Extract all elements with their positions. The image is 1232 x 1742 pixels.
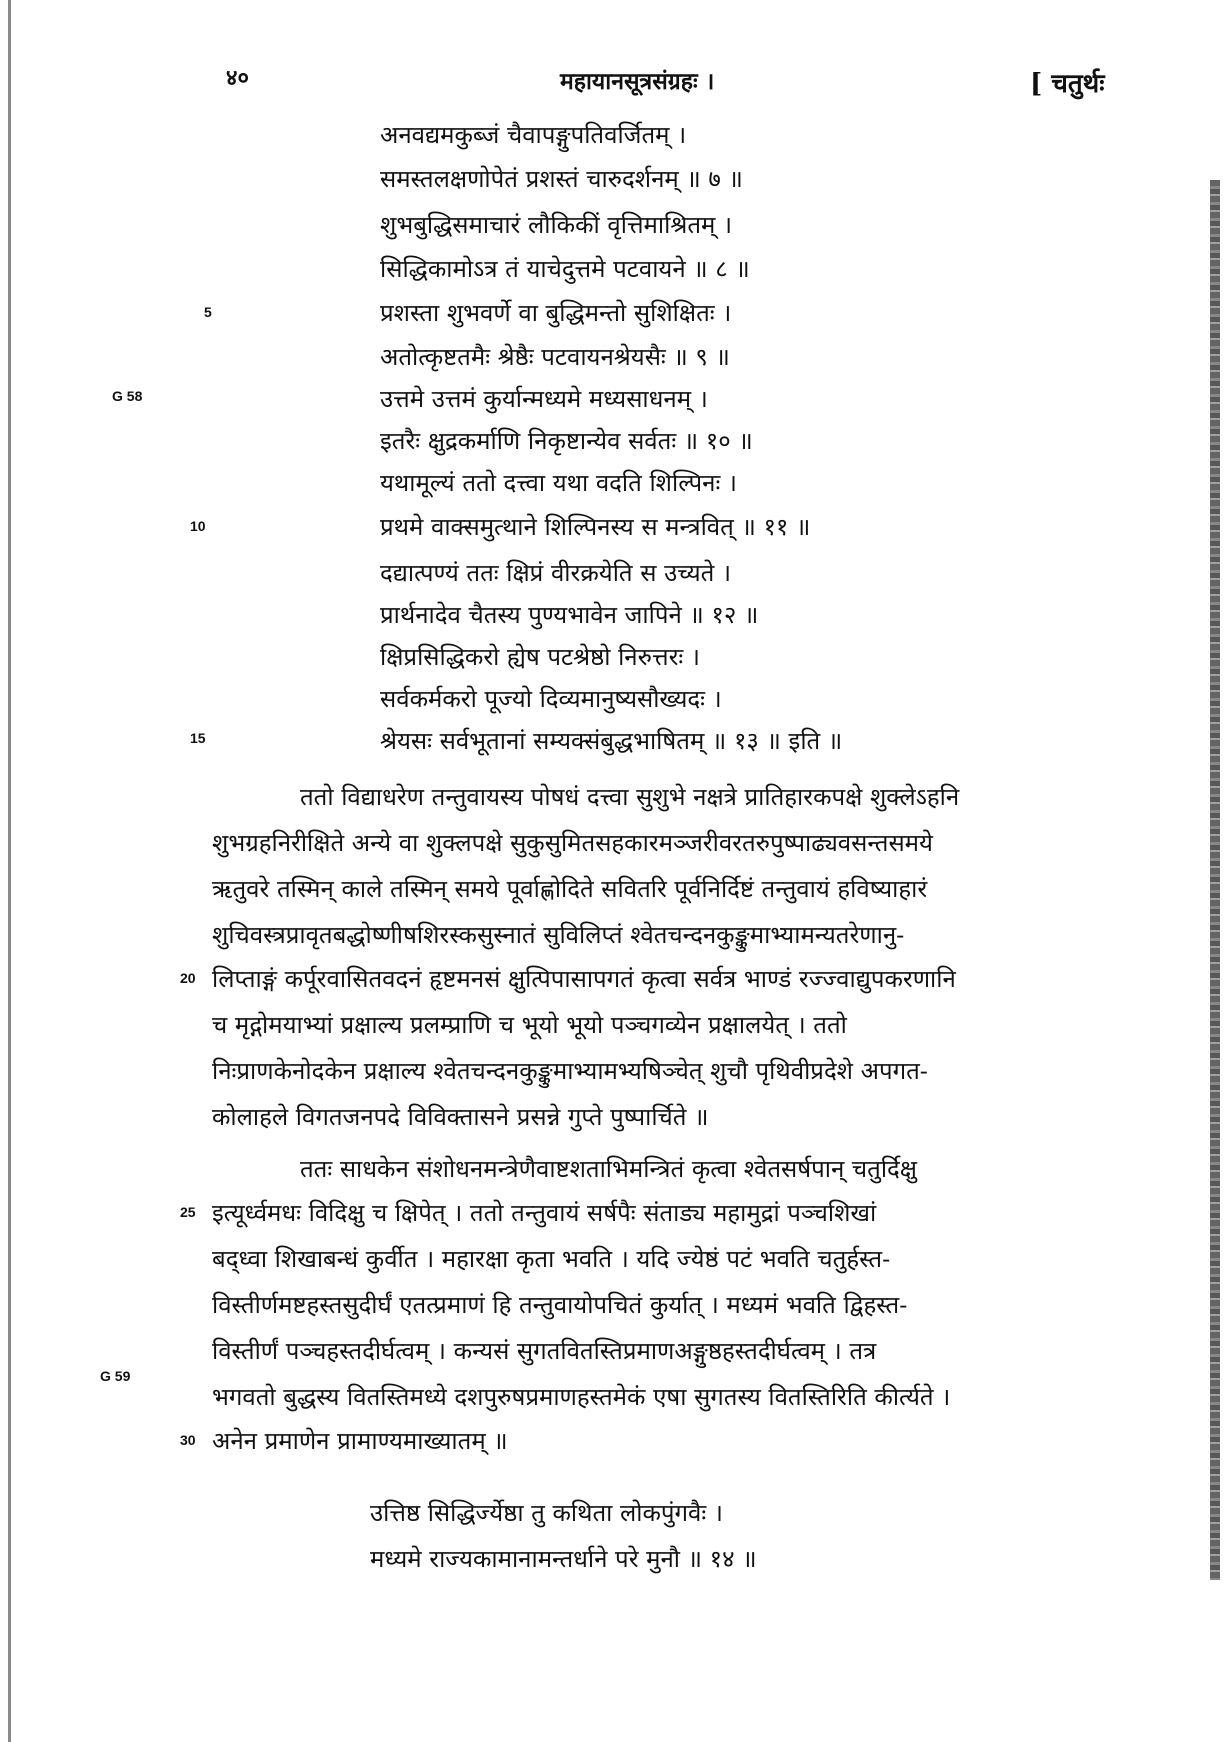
verse-line: मध्यमे राज्यकामानामन्तर्धाने परे मुनौ ॥ १४ ॥ bbox=[370, 1545, 757, 1573]
margin-reference: G 59 bbox=[100, 1368, 131, 1384]
verse-line: दद्यात्पण्यं ततः क्षिप्रं वीरक्रयेति स उच्यते । bbox=[380, 559, 732, 587]
line-number: 15 bbox=[190, 730, 206, 746]
verse-line: यथामूल्यं ततो दत्त्वा यथा वदति शिल्पिनः । bbox=[380, 469, 738, 497]
verse-line: उत्तिष्ठ सिद्धिर्ज्येष्ठा तु कथिता लोकपुंगवैः । bbox=[370, 1499, 723, 1527]
prose-line: बद्ध्वा शिखाबन्धं कुर्वीत । महारक्षा कृता भवति । यदि ज्येष्ठं पटं भवति चतुर्हस्त- bbox=[212, 1245, 891, 1273]
prose-line: भगवतो बुद्धस्य वितस्तिमध्ये दशपुरुषप्रमाणहस्तमेकं एषा सुगतस्य वितस्तिरिति कीर्त्यते । bbox=[212, 1383, 951, 1411]
page-edge-left bbox=[8, 0, 11, 1742]
verse-line: प्रथमे वाक्समुत्थाने शिल्पिनस्य स मन्त्रवित् ॥ ११ ॥ bbox=[380, 513, 811, 541]
prose-line: विस्तीर्णं पञ्चहस्तदीर्घत्वम् । कन्यसं सुगतवितस्तिप्रमाणअङ्गुष्ठहस्तदीर्घत्वम् । तत्र bbox=[212, 1337, 877, 1365]
verse-line: सर्वकर्मकरो पूज्यो दिव्यमानुष्यसौख्यदः । bbox=[380, 685, 722, 713]
verse-line: अतोत्कृष्टतमैः श्रेष्ठैः पटवायनश्रेयसैः ॥ ९ ॥ bbox=[380, 343, 730, 371]
verse-line: अनवद्यमकुब्जं चैवापङ्गुपतिवर्जितम् । bbox=[380, 121, 687, 149]
margin-reference: G 58 bbox=[112, 388, 143, 404]
prose-line: शुचिवस्त्रप्रावृतबद्धोष्णीषशिरस्कसुस्नातं सुविलिप्तं श्वेतचन्दनकुङ्कुमाभ्यामन्यतरेणानु- bbox=[212, 921, 905, 949]
verse-line: सिद्धिकामोऽत्र तं याचेदुत्तमे पटवायने ॥ ८ ॥ bbox=[380, 255, 750, 283]
prose-line: लिप्ताङ्गं कर्पूरवासितवदनं हृष्टमनसं क्षुत्पिपासापगतं कृत्वा सर्वत्र भाण्डं रज्ज्वाद्युपकरणानि bbox=[212, 965, 956, 993]
prose-line: इत्यूर्ध्वमधः विदिक्षु च क्षिपेत् । ततो तन्तुवायं सर्षपैः संताड्य महामुद्रां पञ्चशिखां bbox=[212, 1199, 877, 1227]
line-number: 20 bbox=[180, 970, 196, 986]
prose-line: विस्तीर्णमष्टहस्तसुदीर्घं एतत्प्रमाणं हि तन्तुवायोपचितं कुर्यात् । मध्यमं भवति द्विहस्त- bbox=[212, 1291, 908, 1319]
page-edge-right bbox=[1210, 180, 1220, 1580]
verse-line: उत्तमे उत्तमं कुर्यान्मध्यमे मध्यसाधनम् । bbox=[380, 385, 708, 413]
verse-line: शुभबुद्धिसमाचारं लौकिकीं वृत्तिमाश्रितम् । bbox=[380, 211, 733, 239]
verse-line: श्रेयसः सर्वभूतानां सम्यक्संबुद्धभाषितम् ॥ १३ ॥ इति ॥ bbox=[380, 727, 843, 755]
running-title: महायानसूत्रसंग्रहः । bbox=[560, 68, 715, 95]
line-number: 30 bbox=[180, 1432, 196, 1448]
verse-line: प्रार्थनादेव चैतस्य पुण्यभावेन जापिने ॥ १२ ॥ bbox=[380, 601, 759, 629]
prose-line: शुभग्रहनिरीक्षिते अन्ये वा शुक्लपक्षे सुकुसुमितसहकारमञ्जरीवरतरुपुष्पाढ्यवसन्तसमये bbox=[212, 829, 933, 857]
prose-line: कोलाहले विगतजनपदे विविक्तासने प्रसन्ने गुप्ते पुष्पार्चिते ॥ bbox=[212, 1103, 709, 1131]
page-number: ४० bbox=[226, 65, 249, 91]
section-label: [ चतुर्थः bbox=[1030, 69, 1105, 99]
line-number: 5 bbox=[204, 304, 212, 320]
prose-line: ततो विद्याधरेण तन्तुवायस्य पोषधं दत्त्वा सुशुभे नक्षत्रे प्रातिहारकपक्षे शुक्लेऽहनि bbox=[300, 783, 960, 811]
prose-line: अनेन प्रमाणेन प्रामाण्यमाख्यातम् ॥ bbox=[212, 1427, 508, 1455]
line-number: 10 bbox=[190, 518, 206, 534]
verse-line: समस्तलक्षणोपेतं प्रशस्तं चारुदर्शनम् ॥ ७ ॥ bbox=[380, 165, 743, 193]
verse-line: क्षिप्रसिद्धिकरो ह्येष पटश्रेष्ठो निरुत्तरः । bbox=[380, 643, 700, 671]
prose-line: च मृद्गोमयाभ्यां प्रक्षाल्य प्रलम्प्राणि च भूयो भूयो पञ्चगव्येन प्रक्षालयेत् । ततो bbox=[212, 1011, 847, 1039]
prose-line: ततः साधकेन संशोधनमन्त्रेणैवाष्टशताभिमन्त्रितं कृत्वा श्वेतसर्षपान् चतुर्दिक्षु bbox=[300, 1155, 917, 1183]
verse-line: प्रशस्ता शुभवर्णे वा बुद्धिमन्तो सुशिक्षितः । bbox=[380, 299, 732, 327]
prose-line: ऋतुवरे तस्मिन् काले तस्मिन् समये पूर्वाह्णोदिते सवितरि पूर्वनिर्दिष्टं तन्तुवायं हविष्याहारं bbox=[212, 875, 928, 903]
line-number: 25 bbox=[180, 1204, 196, 1220]
prose-line: निःप्राणकेनोदकेन प्रक्षाल्य श्वेतचन्दनकुङ्कुमाभ्यामभ्यषिञ्चेत् शुचौ पृथिवीप्रदेशे अपगत- bbox=[212, 1057, 928, 1085]
verse-line: इतरैः क्षुद्रकर्माणि निकृष्टान्येव सर्वतः ॥ १० ॥ bbox=[380, 427, 753, 455]
